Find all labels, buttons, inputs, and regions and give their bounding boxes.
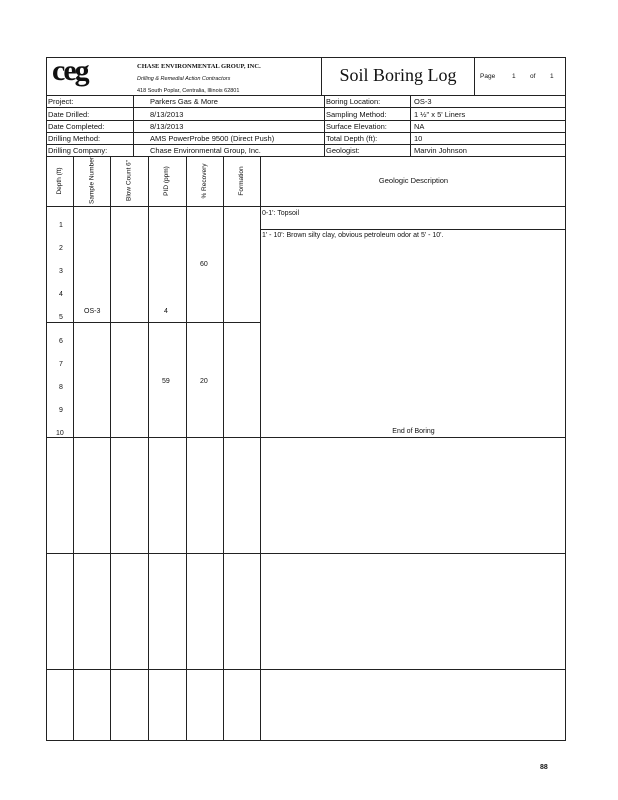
description-silty-clay: 1' - 10': Brown silty clay, obvious petroleum odor at 5' - 10'. bbox=[262, 232, 444, 239]
drilling-method-value: AMS PowerProbe 9500 (Direct Push) bbox=[150, 134, 275, 143]
boring-location-label: Boring Location: bbox=[326, 97, 381, 106]
col-depth: Depth (ft) bbox=[56, 167, 63, 195]
depth-3: 3 bbox=[59, 268, 63, 275]
depth-9: 9 bbox=[59, 407, 63, 414]
company-logo bbox=[52, 54, 114, 94]
logo-text: ceg bbox=[52, 54, 88, 87]
geologist-value: Marvin Johnson bbox=[414, 146, 467, 155]
drilling-company-value: Chase Environmental Group, Inc. bbox=[150, 146, 261, 155]
page-title: Soil Boring Log bbox=[339, 65, 457, 85]
depth-4: 4 bbox=[59, 291, 63, 298]
depth-7: 7 bbox=[59, 361, 63, 368]
boring-location-value: OS-3 bbox=[414, 97, 432, 106]
drilling-method-label: Drilling Method: bbox=[48, 134, 101, 143]
col-formation: Formation bbox=[238, 166, 245, 196]
company-name: CHASE ENVIRONMENTAL GROUP, INC. bbox=[137, 63, 261, 70]
recovery-2: 20 bbox=[200, 378, 208, 385]
page-number: 1 bbox=[512, 73, 516, 80]
boring-log-sheet bbox=[46, 57, 566, 741]
surface-elevation-label: Surface Elevation: bbox=[326, 122, 387, 131]
col-pid: PID (ppm) bbox=[163, 166, 170, 196]
of-label: of bbox=[530, 73, 536, 80]
col-recovery: % Recovery bbox=[201, 163, 208, 199]
geologist-label: Geologist: bbox=[326, 146, 360, 155]
recovery-1: 60 bbox=[200, 261, 208, 268]
total-depth-label: Total Depth (ft): bbox=[326, 134, 378, 143]
depth-2: 2 bbox=[59, 245, 63, 252]
company-tagline: Drilling & Remedial Action Contractors bbox=[137, 76, 231, 82]
footer-page-number: 88 bbox=[540, 764, 548, 771]
col-blow-count: Blow Count 6" bbox=[125, 160, 133, 201]
pid-2: 59 bbox=[162, 378, 170, 385]
depth-1: 1 bbox=[59, 222, 63, 229]
project-label: Project: bbox=[48, 97, 74, 106]
page-total: 1 bbox=[550, 73, 554, 80]
project-value: Parkers Gas & More bbox=[150, 97, 218, 106]
page-label: Page bbox=[480, 73, 496, 80]
date-completed-label: Date Completed: bbox=[48, 122, 105, 131]
date-drilled-value: 8/13/2013 bbox=[150, 110, 184, 119]
col-sample-number: Sample Number bbox=[88, 157, 96, 204]
end-of-boring: End of Boring bbox=[392, 428, 435, 435]
depth-10: 10 bbox=[56, 430, 64, 437]
date-drilled-label: Date Drilled: bbox=[48, 110, 90, 119]
depth-6: 6 bbox=[59, 338, 63, 345]
total-depth-value: 10 bbox=[414, 134, 423, 143]
sampling-method-label: Sampling Method: bbox=[326, 110, 387, 119]
depth-5: 5 bbox=[59, 314, 63, 321]
company-address: 418 South Poplar, Centralia, Illinois 62801 bbox=[137, 88, 240, 94]
surface-elevation-value: NA bbox=[414, 122, 425, 131]
col-geologic-description: Geologic Description bbox=[378, 176, 449, 185]
drilling-company-label: Drilling Company: bbox=[48, 146, 108, 155]
sample-number-1: OS-3 bbox=[84, 308, 101, 315]
pid-1: 4 bbox=[164, 308, 168, 315]
depth-8: 8 bbox=[59, 384, 63, 391]
sampling-method-value: 1 ½" x 5' Liners bbox=[414, 110, 466, 119]
date-completed-value: 8/13/2013 bbox=[150, 122, 184, 131]
description-topsoil: 0-1': Topsoil bbox=[262, 210, 300, 217]
